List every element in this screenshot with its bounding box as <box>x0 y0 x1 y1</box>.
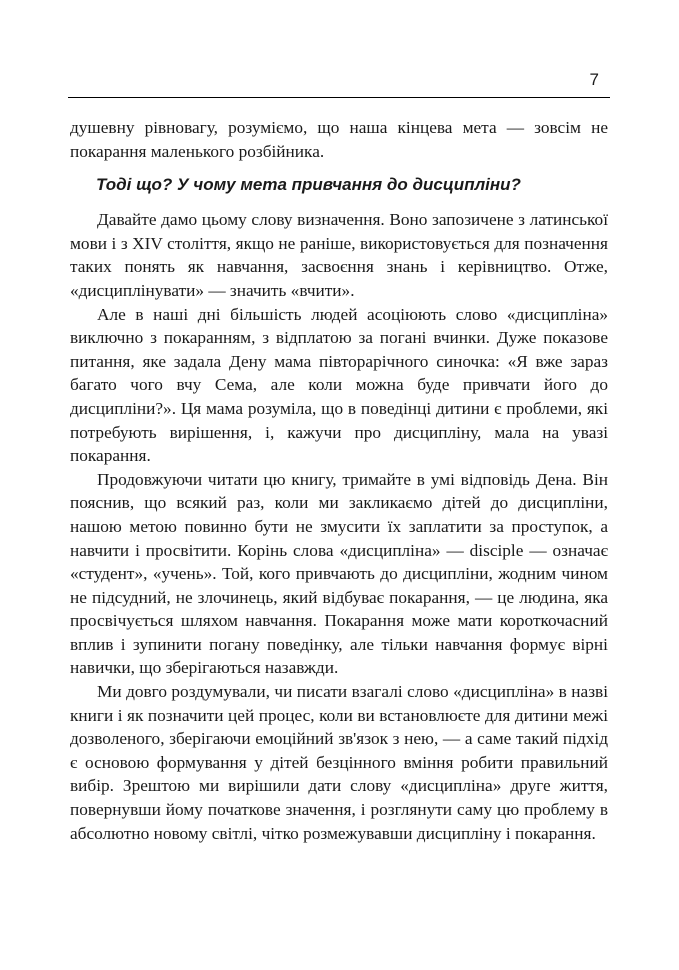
page-body <box>70 116 608 845</box>
body-paragraph: Але в наші дні більшість людей асоціюють слово «дисципліна» виключно з покаранням, з відплатою за погані вчинки. Дуже показове питання, яке задала Дену мама півторарічного синочка: «Я вже зараз багато чого вчу Сема, але коли можна буде привчати його до дисципліни?». Ця мама розуміла, що в поведінці дитини є проблеми, які потребують вирішення, і, кажучи про дисципліну, мала на увазі покарання. <box>70 304 608 466</box>
section-heading: Тоді що? У чому мета привчання до дисципліни? <box>96 175 521 195</box>
body-paragraph: Продовжуючи читати цю книгу, тримайте в умі відповідь Дена. Він пояснив, що всякий раз, коли ми закликаємо дітей до дисципліни, нашою метою повинно бути не змусити їх заплатити за проступок, а навчити і просвітити. Корінь слова «дисципліна» — disciple — означає «студент», «учень». Той, кого привчають до дисципліни, жодним чином не підсудний, не злочинець, який відбуває покарання, — це людина, яка просвічується шляхом навчання. Покарання може мати короткочасний вплив і зупинити погану поведінку, але тільки навчання формує вірні навички, що зберігаються назавжди. <box>70 469 608 678</box>
body-paragraph: Давайте дамо цьому слову визначення. Воно запозичене з латинської мови і з XIV століття, якщо не раніше, використовується для позначення таких понять як навчання, засвоєння знань і керівництво. Отже, «дисциплінувати» — значить «вчити». <box>70 210 608 300</box>
header-rule <box>68 97 610 98</box>
body-paragraph: Ми довго роздумували, чи писати взагалі слово «дисципліна» в назві книги і як позначити цей процес, коли ви встановлюєте для дитини межі дозволеного, зберігаючи емоційний зв'язок з нею, — а саме такий підхід є основою формування у дітей безцінного вміння робити правильний вибір. Зрештою ми вирішили дати слову «дисципліна» друге життя, повернувши йому початкове значення, і розглянути саму цю проблему в абсолютно новому світлі, чітко розмежувавши дисципліну і покарання. <box>70 682 608 843</box>
intro-paragraph: душевну рівновагу, розуміємо, що наша кінцева мета — зовсім не покарання маленького розбійника. <box>70 118 608 161</box>
page-number: 7 <box>589 70 599 89</box>
